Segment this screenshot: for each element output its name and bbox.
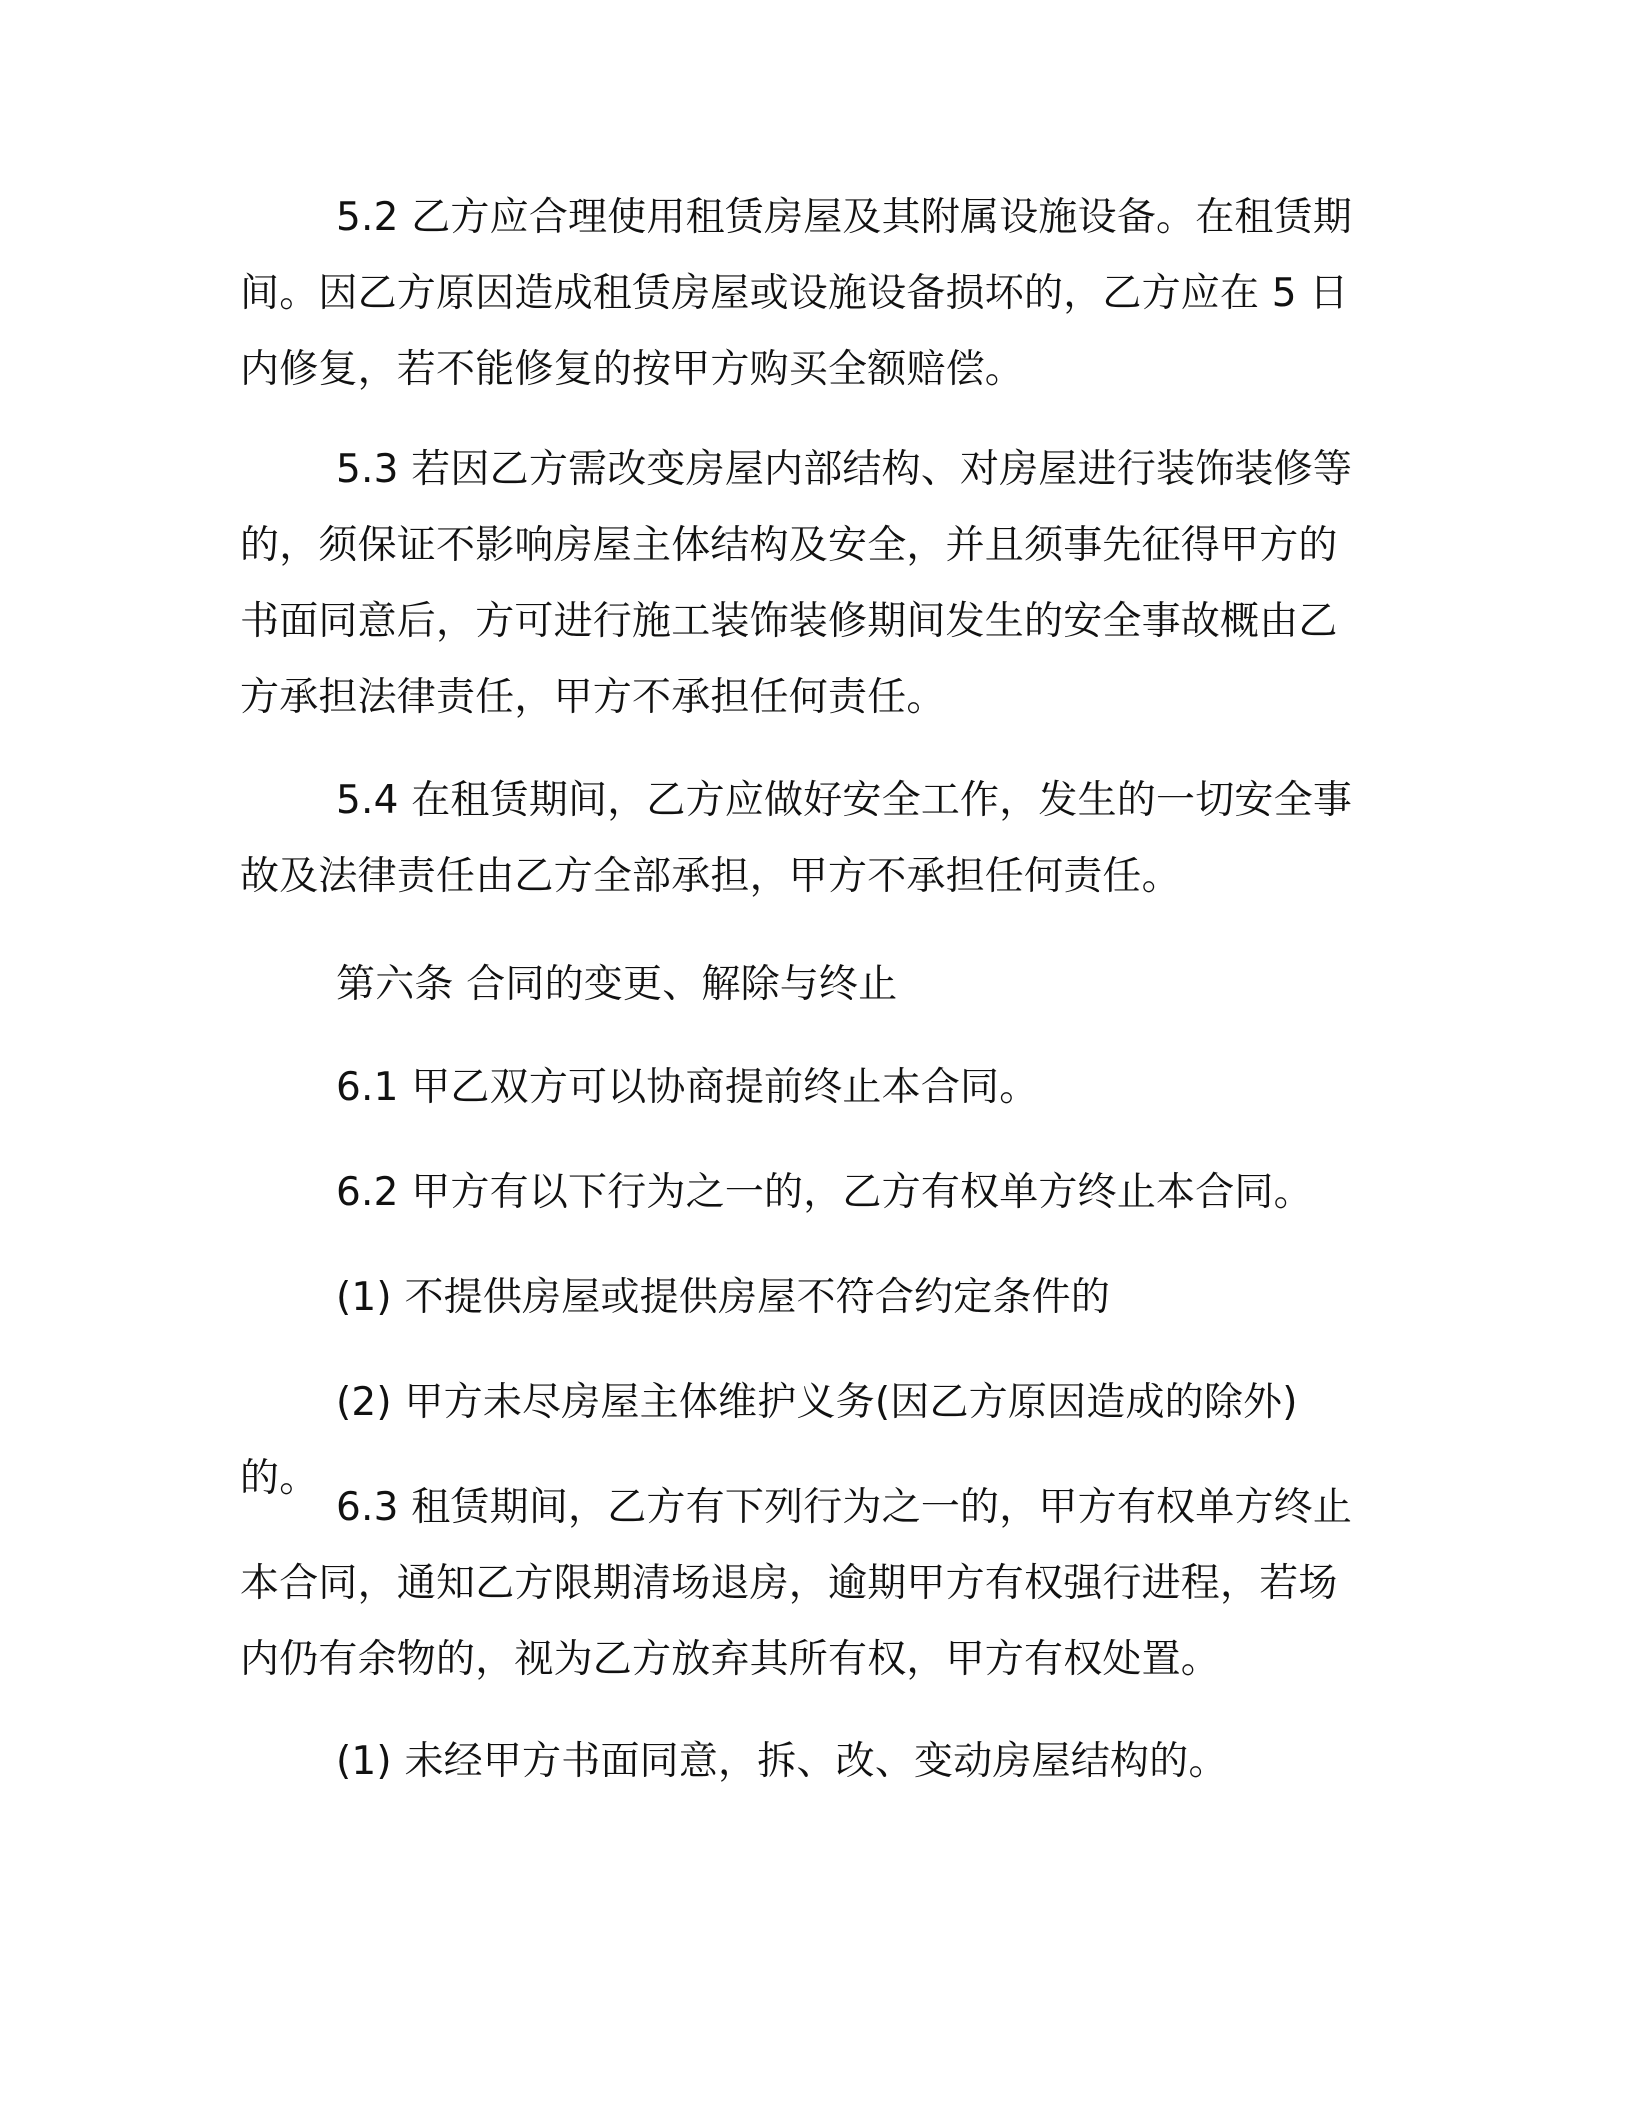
article-6-heading: 第六条 合同的变更、解除与终止 bbox=[336, 962, 898, 1007]
clause-5-4: 5.4 在租赁期间，乙方应做好安全工作，发生的一切安全事故及法律责任由乙方全部承担，甲方不承担任何责任。 bbox=[240, 778, 1353, 899]
clause-6-3: 6.3 租赁期间，乙方有下列行为之一的，甲方有权单方终止本合同，通知乙方限期清场退房，逾期甲方有权强行进程，若场内仍有余物的，视为乙方放弃其所有权，甲方有权处置。 bbox=[240, 1485, 1353, 1682]
clause-5-3: 5.3 若因乙方需改变房屋内部结构、对房屋进行装饰装修等的，须保证不影响房屋主体结构及安全，并且须事先征得甲方的书面同意后，方可进行施工装饰装修期间发生的安全事故概由乙方承担法律责任，甲方不承担任何责任。 bbox=[240, 447, 1353, 720]
clause-6-2: 6.2 甲方有以下行为之一的，乙方有权单方终止本合同。 bbox=[336, 1170, 1313, 1215]
clause-6-2-item-2: (2) 甲方未尽房屋主体维护义务(因乙方原因造成的除外)的。 bbox=[240, 1380, 1298, 1501]
clause-6-1: 6.1 甲乙双方可以协商提前终止本合同。 bbox=[336, 1065, 1039, 1110]
clause-6-2-item-1: (1) 不提供房屋或提供房屋不符合约定条件的 bbox=[336, 1275, 1111, 1320]
clause-6-3-item-1: (1) 未经甲方书面同意，拆、改、变动房屋结构的。 bbox=[336, 1739, 1228, 1784]
clause-5-2: 5.2 乙方应合理使用租赁房屋及其附属设施设备。在租赁期间。因乙方原因造成租赁房屋或设施设备损坏的，乙方应在 5 日内修复，若不能修复的按甲方购买全额赔偿。 bbox=[240, 195, 1353, 392]
